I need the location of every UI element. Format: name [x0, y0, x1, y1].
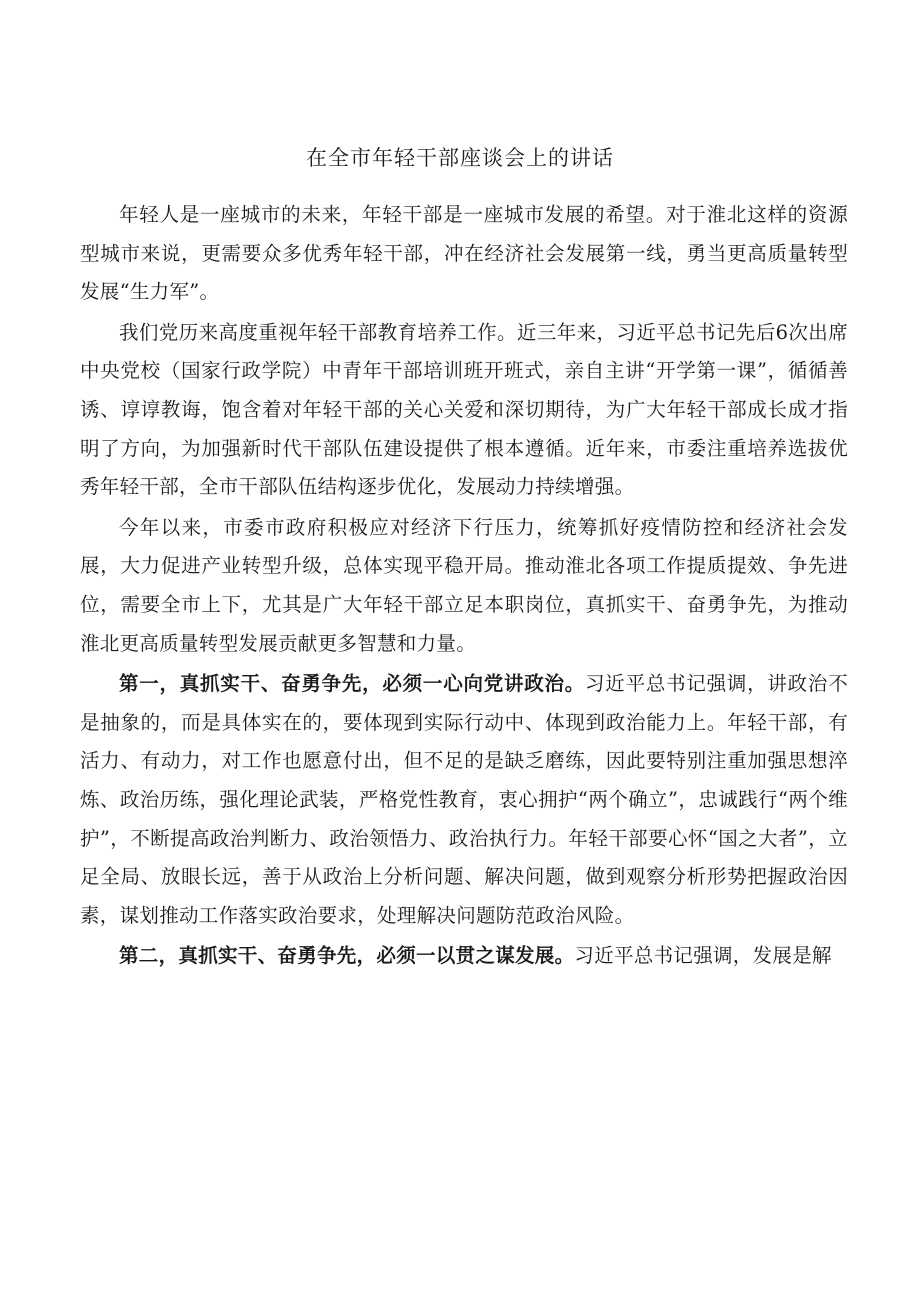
paragraph-1-text: 年轻人是一座城市的未来，年轻干部是一座城市发展的希望。对于淮北这样的资源型城市来说，更需要众多优秀年轻干部，冲在经济社会发展第一线，勇当更高质量转型发展“生力军”。	[80, 203, 848, 304]
paragraph-3	[80, 509, 848, 663]
paragraph-1	[80, 196, 848, 312]
paragraph-4-lead: 第一，真抓实干、奋勇争先，必须一心向党讲政治。	[119, 672, 586, 696]
paragraph-4	[80, 665, 848, 935]
paragraph-5-lead: 第二，真抓实干、奋勇争先，必须一以贯之谋发展。	[119, 944, 575, 968]
document-title: 在全市年轻干部座谈会上的讲话	[306, 146, 614, 170]
paragraph-2-text: 我们党历来高度重视年轻干部教育培养工作。近三年来，习近平总书记先后6次出席中央党校（国家行政学院）中青年干部培训班开班式，亲自主讲“开学第一课”，循循善诱、谆谆教诲，饱含着对年轻干部的关心关爱和深切期待，为广大年轻干部成长成才指明了方向，为加强新时代干部队伍建设提供了根本遵循。近年来，市委注重培养选拔优秀年轻干部，全市干部队伍结构逐步优化，发展动力持续增强。	[80, 320, 848, 499]
paragraph-4-text: 习近平总书记强调，讲政治不是抽象的，而是具体实在的，要体现到实际行动中、体现到政治能力上。年轻干部，有活力、有动力，对工作也愿意付出，但不足的是缺乏磨练，因此要特别注重加强思想淬炼、政治历练，强化理论武装，严格党性教育，衷心拥护“两个确立”，忠诚践行“两个维护”，不断提高政治判断力、政治领悟力、政治执行力。年轻干部要心怀“国之大者”，立足全局、放眼长远，善于从政治上分析问题、解决问题，做到观察分析形势把握政治因素，谋划推动工作落实政治要求，处理解决问题防范政治风险。	[80, 672, 848, 927]
paragraph-2	[80, 314, 848, 507]
paragraph-5	[80, 937, 848, 976]
document-body	[80, 196, 848, 978]
paragraph-5-text: 习近平总书记强调，发展是解	[574, 944, 832, 968]
paragraph-3-text: 今年以来，市委市政府积极应对经济下行压力，统筹抓好疫情防控和经济社会发展，大力促进产业转型升级，总体实现平稳开局。推动淮北各项工作提质提效、争先进位，需要全市上下，尤其是广大年轻干部立足本职岗位，真抓实干、奋勇争先，为推动淮北更高质量转型发展贡献更多智慧和力量。	[80, 515, 848, 655]
